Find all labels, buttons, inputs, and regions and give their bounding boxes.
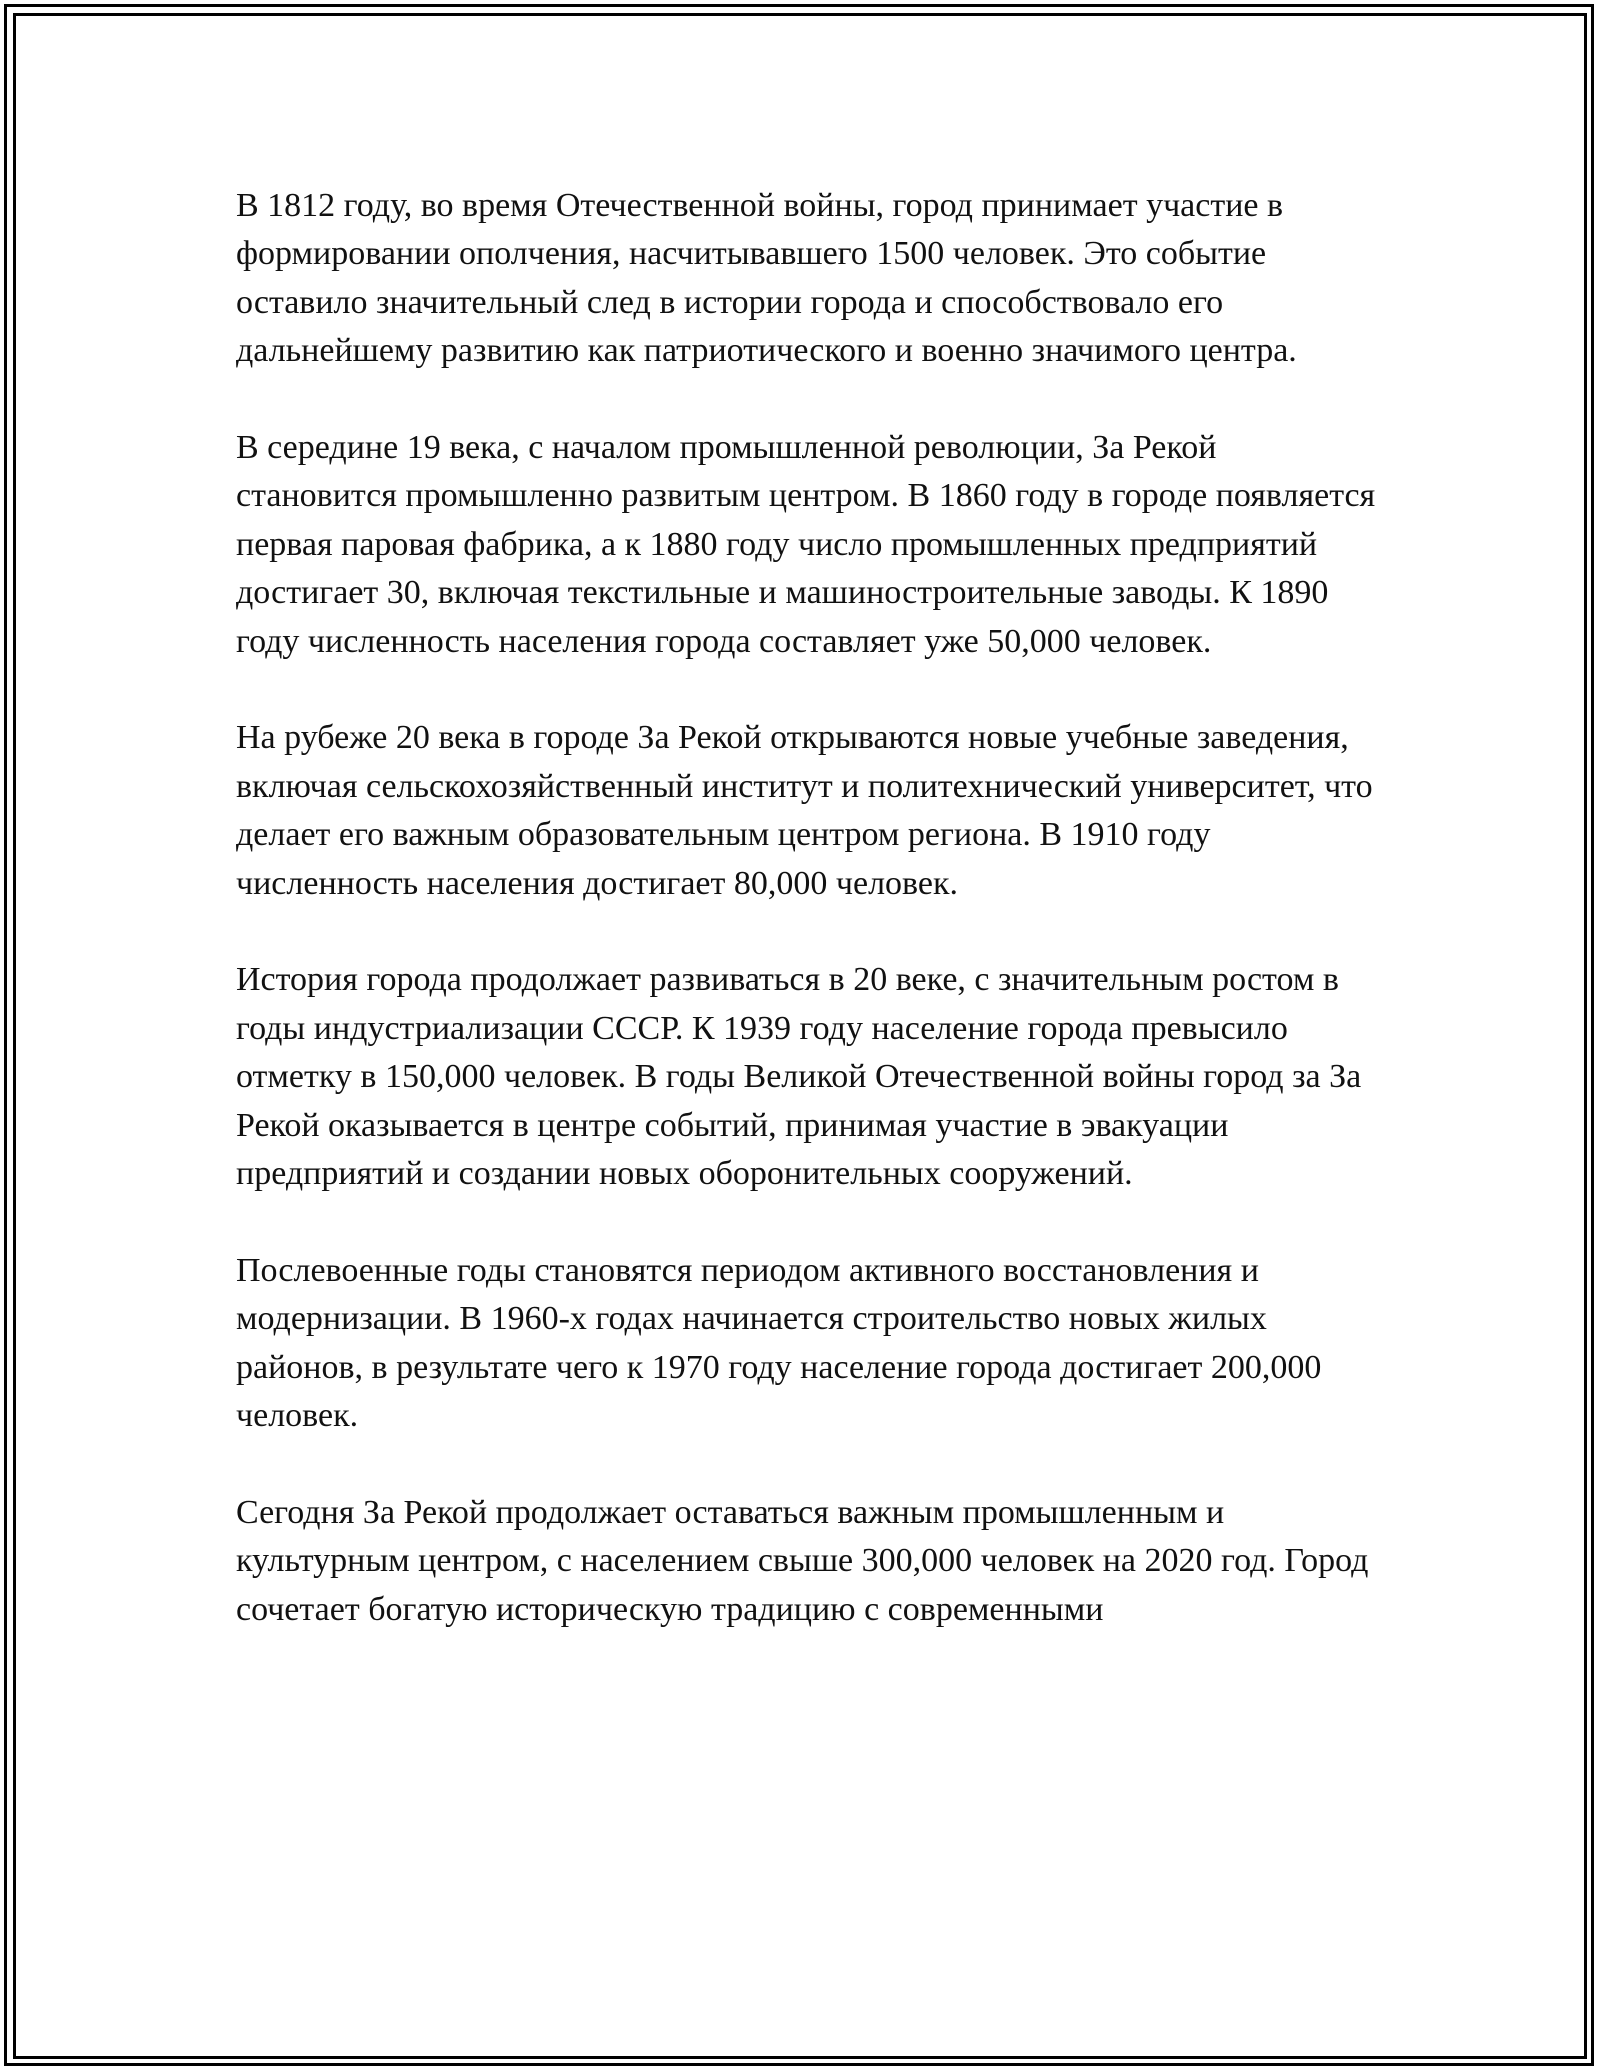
paragraph-1812-militia: В 1812 году, во время Отечественной войны, город принимает участие в формировании ополчения, насчитывавшего 1500 человек. Это событие оставило значительный след в истории города и способствовало его дальнейшему развитию как патриотического и военно значимого центра. — [236, 187, 1297, 370]
paragraph-industrial-revolution: В середине 19 века, с началом промышленной революции, За Рекой становится промышленно развитым центром. В 1860 году в городе появляется первая паровая фабрика, а к 1880 году число промышленных предприятий достигает 30, включая текстильные и машиностроительные заводы. К 1890 году численность населения города составляет уже 50,000 человек. — [236, 429, 1376, 660]
document-body — [236, 182, 1376, 1634]
paragraph-education-20th-century: На рубеже 20 века в городе За Рекой открываются новые учебные заведения, включая сельскохозяйственный институт и политехнический университет, что делает его важным образовательным центром региона. В 1910 году численность населения достигает 80,000 человек. — [236, 719, 1373, 902]
paragraph-postwar-modernization: Послевоенные годы становятся периодом активного восстановления и модернизации. В 1960-х годах начинается строительство новых жилых районов, в результате чего к 1970 году население города достигает 200,000 человек. — [236, 1251, 1322, 1435]
paragraph-industrialization-war: История города продолжает развиваться в 20 веке, с значительным ростом в годы индустриализации СССР. К 1939 году население города превысило отметку в 150,000 человек. В годы Великой Отечественной войны город за За Рекой оказывается в центре событий, принимая участие в эвакуации предприятий и создании новых оборонительных сооружений. — [236, 961, 1362, 1193]
paragraph-today: Сегодня За Рекой продолжает оставаться важным промышленным и культурным центром, с населением свыше 300,000 человек на 2020 год. Город сочетает богатую историческую традицию с современными — [236, 1493, 1369, 1628]
